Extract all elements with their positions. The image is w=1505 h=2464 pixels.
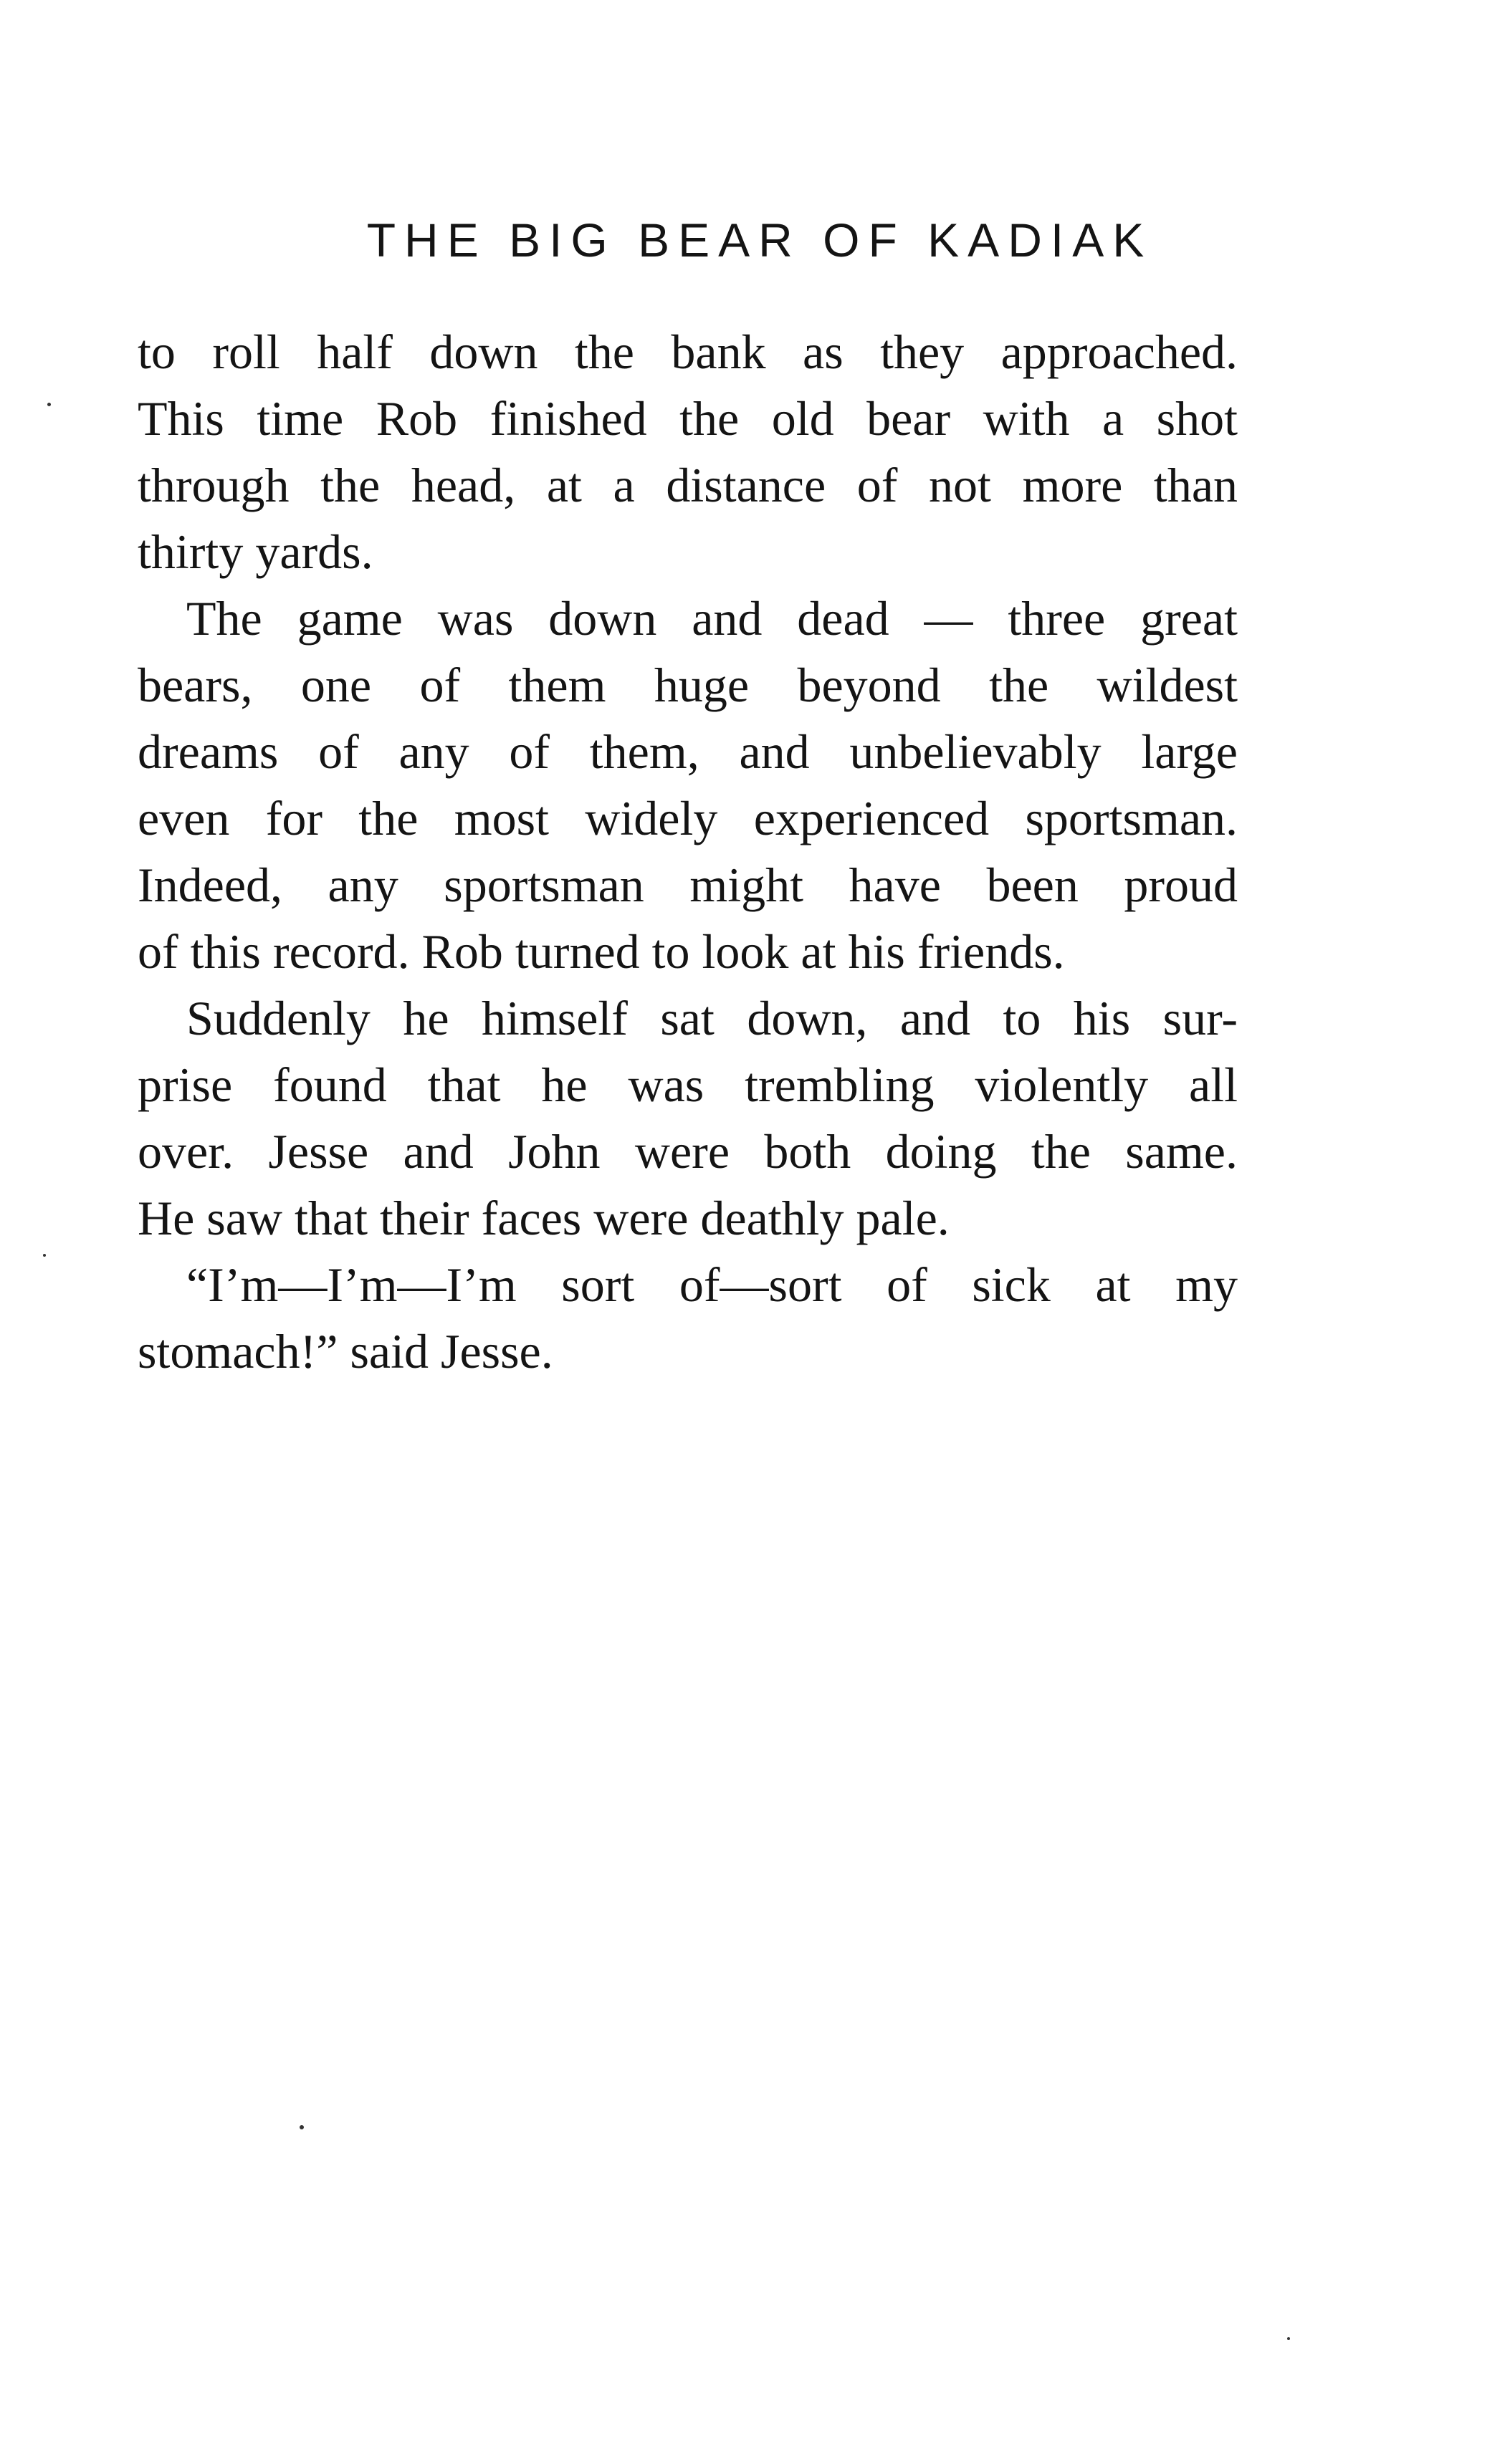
text-line: prise found that he was trembling violently all bbox=[138, 1058, 1238, 1112]
text-line: even for the most widely experienced sportsman. bbox=[138, 791, 1238, 845]
body-text bbox=[138, 319, 1238, 1385]
scan-speck bbox=[300, 2125, 304, 2129]
scan-speck bbox=[1287, 2337, 1290, 2340]
text-line: Indeed, any sportsman might have been proud bbox=[138, 858, 1238, 912]
text-line: bears, one of them huge beyond the wildest bbox=[138, 658, 1238, 712]
text-line: “I’m—I’m—I’m sort of—sort of sick at my bbox=[186, 1257, 1238, 1312]
text-line: dreams of any of them, and unbelievably large bbox=[138, 724, 1238, 779]
text-line: He saw that their faces were deathly pale. bbox=[138, 1191, 950, 1245]
scan-speck bbox=[47, 403, 51, 406]
scan-speck bbox=[43, 1254, 46, 1257]
running-head: THE BIG BEAR OF KADIAK bbox=[366, 214, 1153, 267]
text-line: thirty yards. bbox=[138, 524, 373, 579]
text-line: The game was down and dead — three great bbox=[186, 591, 1238, 646]
paragraph-2 bbox=[138, 585, 1238, 985]
text-line: over. Jesse and John were both doing the same. bbox=[138, 1124, 1238, 1179]
paragraph-1 bbox=[138, 319, 1238, 585]
paragraph-4 bbox=[138, 1252, 1238, 1385]
text-line: This time Rob finished the old bear with a shot bbox=[138, 391, 1238, 446]
text-line: Suddenly he himself sat down, and to his sur- bbox=[186, 991, 1238, 1045]
paragraph-3 bbox=[138, 985, 1238, 1252]
text-line: of this record. Rob turned to look at his friends. bbox=[138, 924, 1065, 979]
text-line: through the head, at a distance of not more than bbox=[138, 458, 1238, 512]
text-line: stomach!” said Jesse. bbox=[138, 1324, 553, 1379]
text-line: to roll half down the bank as they approached. bbox=[138, 325, 1238, 379]
